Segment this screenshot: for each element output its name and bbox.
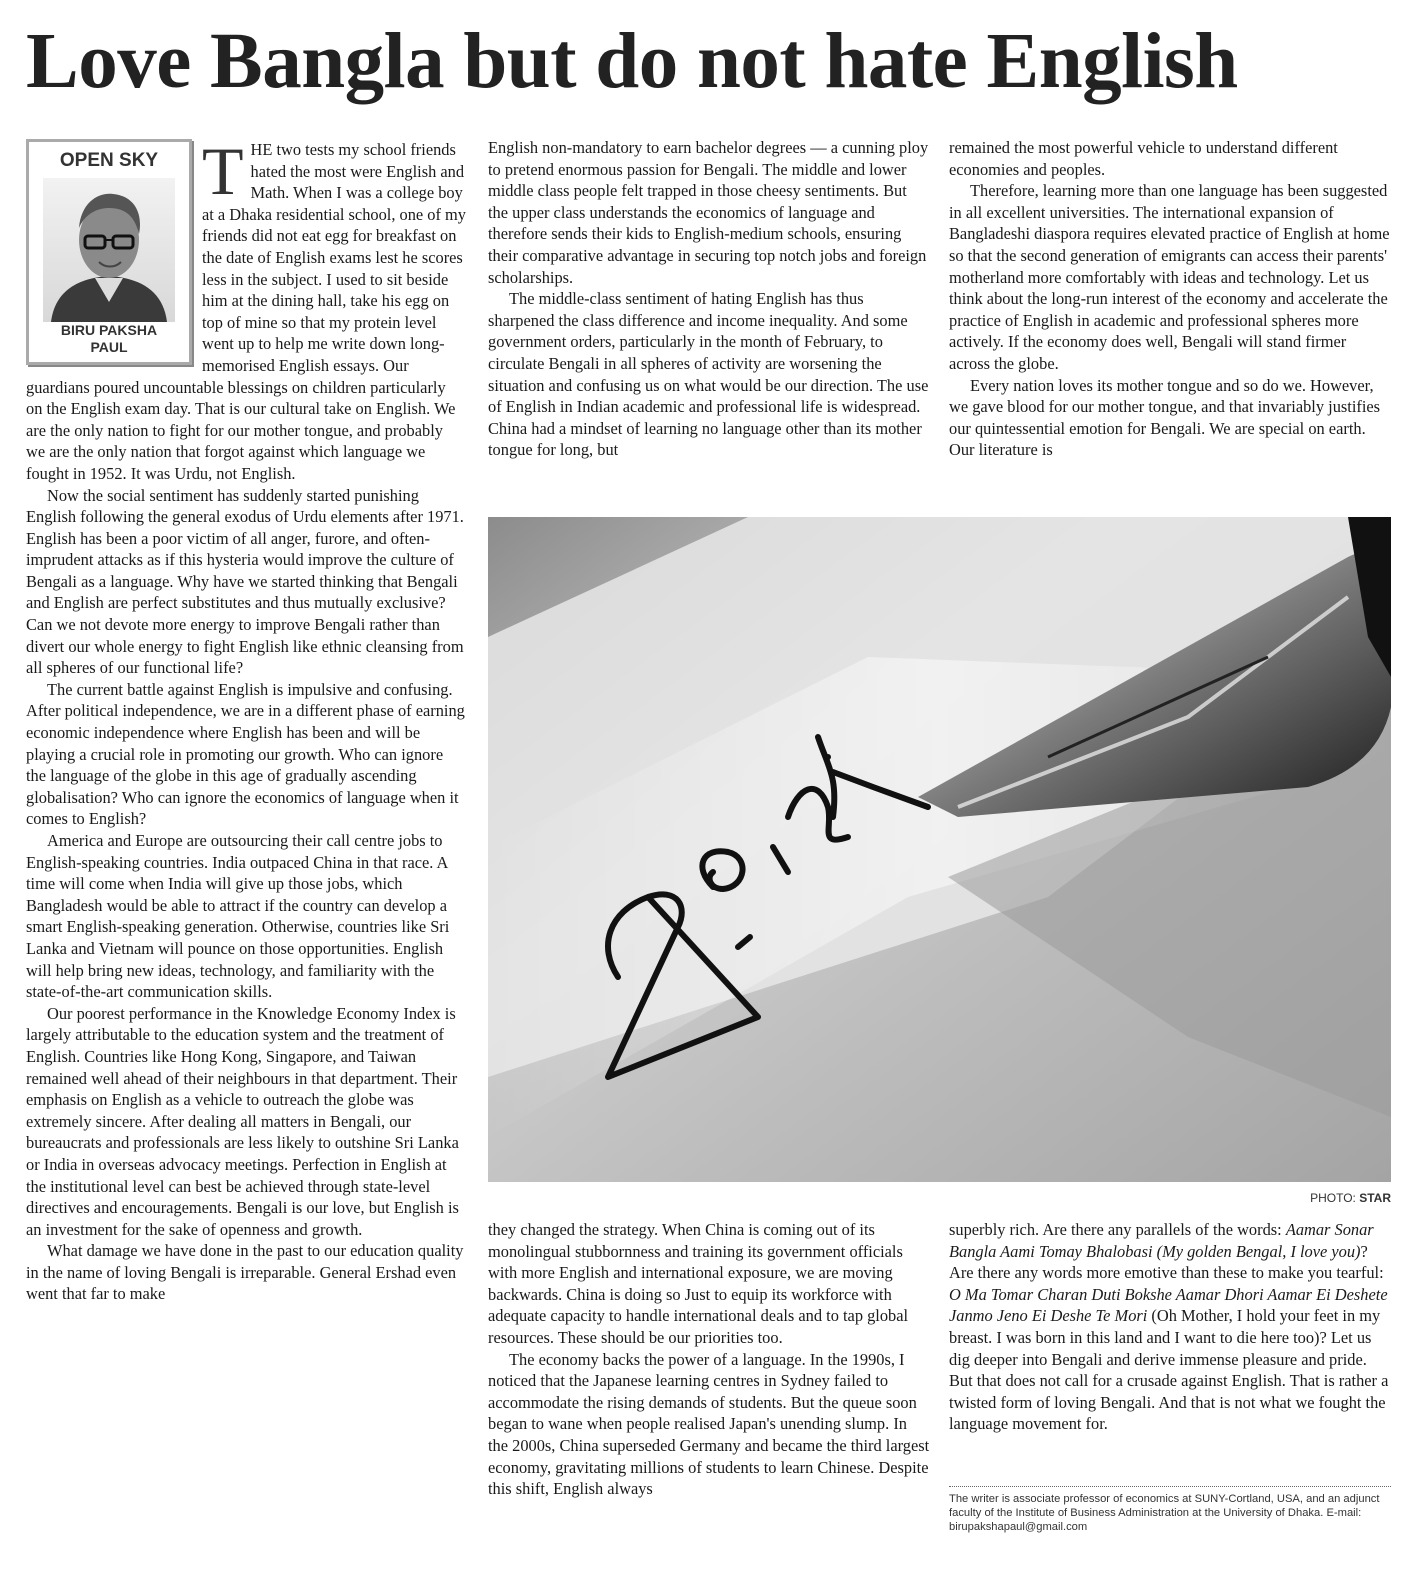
paragraph: Now the social sentiment has suddenly started punishing English following the general exodus of Urdu elements after 1971. English has been a poor victim of all anger, furore, and often-imprudent attacks as if this hysteria would improve the culture of Bengali as a language. Why have we started thinking that Bengali and English are perfect substitutes and thus mutually exclusive? Can we not devote more energy to improve Bengali rather than divert our whole energy to fight English like ethnic cleansing from all spheres of our functional life? xyxy=(26,485,464,678)
photo-credit xyxy=(1200,1191,1391,1205)
column-3-top xyxy=(949,137,1391,461)
author-portrait xyxy=(43,178,175,322)
paragraph-text: HE two tests my school friends hated the most were English and Math. When I was a college boy at a Dhaka residential school, one of my friends did not eat egg for breakfast on the date of English exams lest he scores less in the subject. I used to sit beside him at the dining hall, take his egg on top of mine so that my protein level went up to help me write down long-memorised English essays. Our guardians poured uncountable blessings on children particularly on the English exam day. That is our cultural take on English. We are the only nation to fight for our mother tongue, and probably we are the only nation that forgot against which language we fought in 1952. It was Urdu, not English. xyxy=(26,140,466,483)
paragraph: What damage we have done in the past to our education quality in the name of loving Bengali is irreparable. General Ershad even went that far to make xyxy=(26,1241,464,1304)
paragraph: Therefore, learning more than one language has been suggested in all excellent universities. The international expansion of Bangladeshi diaspora requires elevated practice of English at home so that the second generation of emigrants can access their parents' motherland more comfortably with ideas and technology. Let us think about the long-run interest of the economy and accelerate the practice of English in academic and professional spheres more actively. If the economy does well, Bengali will stand firmer across the globe. xyxy=(949,181,1390,373)
column-2-bottom xyxy=(488,1219,930,1500)
paragraph-text: (Oh Mother, I hold your feet in my breast. I was born in this land and I want to die here too)? Let us dig deeper into Bengali and derive immense pleasure and pride. But that does not call for a crusade against English. That is rather a twisted form of loving Bengali. And that is not what we fought the language movement for. xyxy=(949,1306,1389,1434)
column-3-bottom xyxy=(949,1219,1391,1435)
paragraph-text: superbly rich. Are there any parallels of the words: xyxy=(949,1220,1286,1239)
author-name xyxy=(29,322,189,356)
photo-credit-source: STAR xyxy=(1359,1191,1391,1205)
paragraph: The economy backs the power of a language. In the 1990s, I noticed that the Japanese learning centres in Sydney failed to accommodate the rising demands of students. But the queue soon began to wane when people realised Japan's unending slump. In the 2000s, China superseded Germany and became the third largest economy, gravitating millions of students to learn Chinese. Despite this shift, English always xyxy=(488,1349,930,1499)
paragraph-text: ? Are there any words more emotive than these to make you tearful: xyxy=(949,1241,1384,1283)
drop-cap: T xyxy=(202,133,244,209)
italic-quote: O Ma Tomar Charan Duti Bokshe Aamar Dhori Aamar Ei Deshete Janmo Jeno Ei Deshe Te Mori xyxy=(949,1284,1388,1326)
headline: Love Bangla but do not hate English xyxy=(26,18,1238,105)
paragraph xyxy=(949,1219,1391,1435)
italic-quote: Aamar Sonar Bangla Aami Tomay Bhalobasi (My golden Bengal, I love you) xyxy=(949,1220,1374,1261)
paragraph: remained the most powerful vehicle to understand different economies and peoples. xyxy=(949,138,1338,179)
bio-divider xyxy=(949,1486,1391,1487)
paragraph: The current battle against English is impulsive and confusing. After political independence, we are in a different phase of earning economic independence where English has been and will be playing a crucial role in promoting our growth. Who can ignore the language of the globe in this age of gradually ascending globalisation? Who can ignore the economics of language when it comes to English? xyxy=(26,679,465,829)
paragraph: America and Europe are outsourcing their call centre jobs to English-speaking countries. India outpaced China in that race. A time will come when India will give up those jobs, which Bangladesh would be able to attract if the country can develop a smart English-speaking generation. Otherwise, countries like Sri Lanka and Vietnam will pounce on those opportunities. English will help bring new ideas, technology, and familiarity with the state-of-the-art communication skills. xyxy=(26,831,450,1002)
paragraph: they changed the strategy. When China is coming out of its monolingual stubbornness and training its government officials with more English and international exposure, we are moving backwards. China is doing so Just to equip its workforce with adequate capacity to handle international deals and to tap global resources. These should be our priorities too. xyxy=(488,1220,909,1347)
paragraph: Every nation loves its mother tongue and so do we. However, we gave blood for our mother tongue, and that invariably justifies our quintessential emotion for Bengali. We are special on earth. Our literature is xyxy=(949,375,1381,460)
column-title: OPEN SKY xyxy=(59,150,159,171)
paragraph: English non-mandatory to earn bachelor degrees — a cunning ploy to pretend enormous passion for Bengali. The middle and lower middle class people felt trapped in those cheesy sentiments. But the upper class understands the economics of language and therefore sends their kids to English-medium schools, ensuring their comparative advantage in securing top notch jobs and foreign scholarships. xyxy=(488,138,929,287)
paragraph: Our poorest performance in the Knowledge Economy Index is largely attributable to the education system and the treatment of English. Countries like Hong Kong, Singapore, and Taiwan remained well ahead of their neighbours in that department. Their emphasis on English as a vehicle to outreach the globe was extremely sincere. After dealing all matters in Bengali, our bureaucrats and professionals are less likely to outshine Sri Lanka or India in overseas advocacy meetings. Perfection in English at the institutional level can best be achieved through state-level directives and encouragements. Bengali is our love, but English is an investment for the sake of openness and growth. xyxy=(26,1003,459,1239)
article-photo xyxy=(488,517,1391,1182)
column-2-top xyxy=(488,137,930,461)
column-logo-box xyxy=(26,139,192,365)
paragraph: The middle-class sentiment of hating English has thus sharpened the class difference and income inequality. And some government orders, particularly in the month of February, to circulate Bengali in all spheres of activity are worsening the situation and confusing us on what would be our direction. The use of English in Indian academic and professional life is widespread. China had a mindset of learning no language other than its mother tongue for long, but xyxy=(488,289,929,460)
column-1 xyxy=(26,133,466,1305)
author-name-line1: BIRU PAKSHA xyxy=(60,322,158,338)
photo-credit-prefix: PHOTO: xyxy=(1310,1191,1356,1205)
author-bio: The writer is associate professor of economics at SUNY-Cortland, USA, and an adjunct faculty of the Institute of Business Administration at the University of Dhaka. E-mail: birupakshapaul@gmail.com xyxy=(949,1493,1380,1533)
author-name-line2: PAUL xyxy=(90,339,128,355)
